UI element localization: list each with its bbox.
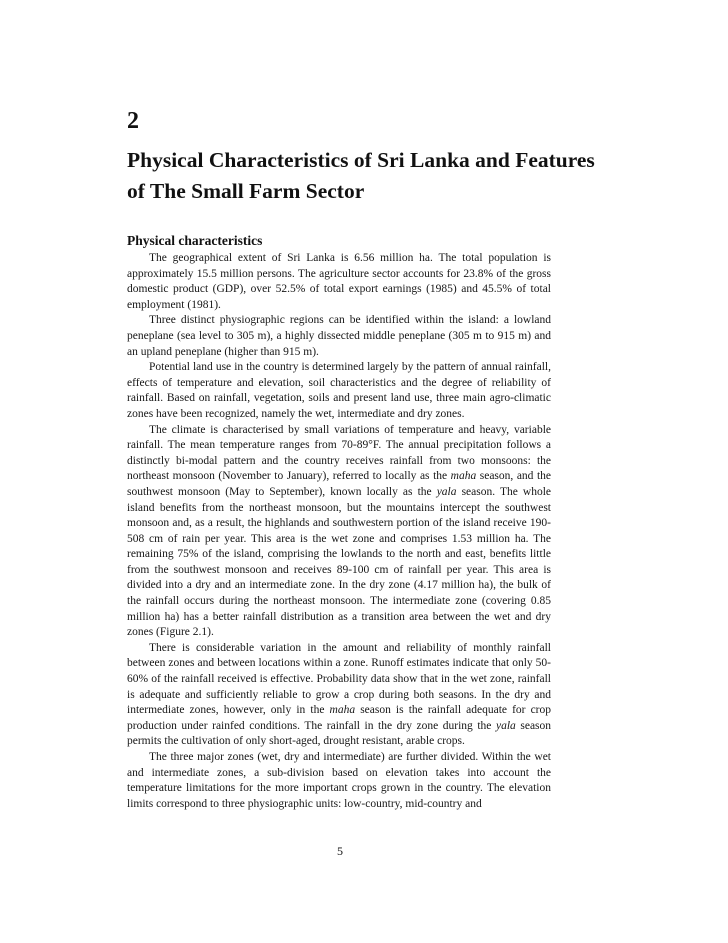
term-yala: yala xyxy=(436,485,457,498)
paragraph-5-part-a: There is considerable variation in the amount and reliability of monthly rainfall between zones and between locations within a zone. Runoff estimates indicate that only 50-60% of the rainfall received is effective. Probability data show that in the wet zone, rainfall is adequate and sufficiently reliable to grow a crop during both seasons. In the dry and intermediate zones, however, only in the xyxy=(127,641,551,717)
paragraph-4-part-a: The climate is characterised by small variations of temperature and heavy, variable rainfall. The mean temperature ranges from 70-89°F. The annual precipitation follows a distinctly bi-modal pattern and the country receives rainfall from two monsoons: the northeast monsoon (November to January), referred to locally as the xyxy=(127,423,551,483)
term-maha: maha xyxy=(329,704,356,717)
section-heading: Physical characteristics xyxy=(127,233,263,248)
paragraph-5-part-b: season is the rainfall adequate for crop production under rainfed conditions. The rainfall in the dry zone during the xyxy=(127,704,552,732)
chapter-title: Physical Characteristics of Sri Lanka and Features of The Small Farm Sector xyxy=(127,148,595,203)
body-text xyxy=(127,251,551,812)
paragraph-1: The geographical extent of Sri Lanka is 6.56 million ha. The total population is approximately 15.5 million persons. The agriculture sector accounts for 23.8% of the gross domestic product (GDP), over 52.5% of total export earnings (1985) and 45.5% of total employment (1981). xyxy=(127,252,551,311)
page-number: 5 xyxy=(337,844,343,858)
chapter-number: 2 xyxy=(127,108,139,134)
paragraph-4 xyxy=(127,423,551,641)
paragraph-5-part-c: season permits the cultivation of only short-aged, drought resistant, arable crops. xyxy=(127,719,552,748)
paragraph-4-part-c: season. The whole island benefits from the northeast monsoon, but the mountains intercept the southwest monsoon and, as a result, the highlands and southwestern portion of the island receive 190-508 cm of rain per year. This area is the wet zone and comprises 1.53 million ha. The remaining 75% of the island, comprising the lowlands to the north and east, benefits little from the southwest monsoon and receives 89-100 cm of rainfall per year. This area is divided into a dry and an intermediate zone. In the dry zone (4.17 million ha), the bulk of the rainfall occurs during the northeast monsoon. The intermediate zone (covering 0.85 million ha) has a better rainfall distribution as a transition area between the wet and dry zones (Figure 2.1). xyxy=(127,485,551,639)
paragraph-6: The three major zones (wet, dry and intermediate) are further divided. Within the wet and intermediate zones, a sub-division based on elevation takes into account the temperature limitations for the more important crops grown in the country. The elevation limits correspond to three physiographic units: low-country, mid-country and xyxy=(127,751,551,810)
term-yala: yala xyxy=(495,719,516,732)
paragraph-4-part-b: season, and the southwest monsoon (May to September), known locally as the xyxy=(127,470,551,498)
paragraph-3: Potential land use in the country is determined largely by the pattern of annual rainfall, effects of temperature and elevation, soil characteristics and the degree of reliability of rainfall. Based on rainfall, vegetation, soils and present land use, three main agro-climatic zones have been recognized, namely the wet, intermediate and dry zones. xyxy=(127,361,551,420)
paragraph-5 xyxy=(127,641,551,750)
paragraph-2: Three distinct physiographic regions can be identified within the island: a lowland peneplane (sea level to 305 m), a highly dissected middle peneplane (305 m to 915 m) and an upland peneplane (higher than 915 m). xyxy=(127,314,551,358)
term-maha: maha xyxy=(450,470,477,483)
